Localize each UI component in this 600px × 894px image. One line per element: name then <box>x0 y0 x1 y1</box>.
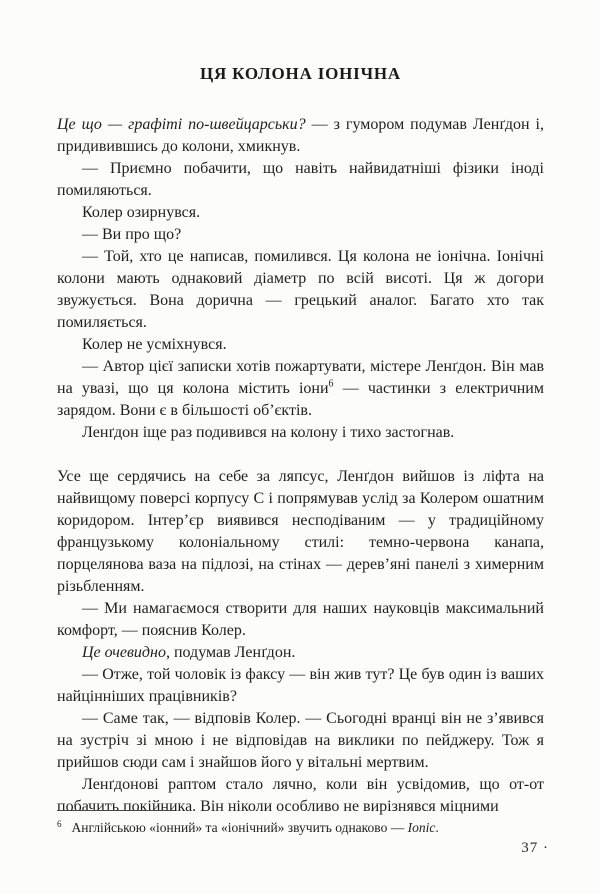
text-segment: Колер озирнувся. <box>82 204 201 221</box>
paragraph <box>57 664 544 708</box>
paragraph <box>57 642 544 664</box>
footnote-ref: 6 <box>328 378 334 390</box>
text-segment: . <box>435 820 439 835</box>
paragraph <box>57 598 544 642</box>
text-segment: — Отже, той чоловік із факсу — він жив тут? Це був один із ваших найцінніших працівників? <box>57 666 544 705</box>
text-segment: Це очевидно, <box>82 644 170 661</box>
footnote-rule <box>57 810 175 811</box>
paragraph <box>57 246 544 334</box>
paragraph <box>57 334 544 356</box>
paragraph <box>57 356 544 422</box>
footnote <box>57 810 544 837</box>
text-segment: — частинки з електричним зарядом. Вони є в більшості об’єктів. <box>57 380 544 419</box>
paragraph <box>57 708 544 774</box>
section-break <box>57 444 544 466</box>
text-segment: — Приємно побачити, що навіть найвидатніші фізики іноді помиляються. <box>57 160 544 199</box>
paragraph <box>57 466 544 598</box>
text-segment: — Автор цієї записки хотів пожартувати, містере Ленґдон. Він мав на увазі, що ця колона містить іони <box>57 358 544 397</box>
paragraph <box>57 114 544 158</box>
text-segment: — Ви про що? <box>82 226 182 243</box>
text-segment: подумав Ленґдон. <box>169 644 296 661</box>
text-segment: Ionic <box>407 820 436 835</box>
text-segment: Усе ще сердячись на себе за ляпсус, Ленґдон вийшов із ліфта на найвищому поверсі корпусу С і попрямував услід за Колером ошатним коридором. Інтер’єр виявився несподіваним — у традиційному французькому колоніальному стилі: темно-червона канапа, порцелянова ваза на підлозі, на стінах — дерев’яні панелі з химерним різьбленням. <box>57 468 544 595</box>
paragraph <box>57 158 544 202</box>
footnote-ref: 6 <box>57 818 62 829</box>
text-segment: — Ми намагаємося створити для наших науковців максимальний комфорт, — пояснив Колер. <box>57 600 544 639</box>
text-segment: Англійською «іонний» та «іонічний» звучить однаково — <box>71 820 408 835</box>
footnote-text <box>57 819 544 837</box>
paragraph <box>57 202 544 224</box>
text-segment: Колер не усміхнувся. <box>82 336 227 353</box>
paragraph <box>57 422 544 444</box>
text-segment: — з гумором подумав Ленґдон і, придивившись до колони, хмикнув. <box>57 116 545 155</box>
text-segment: Це що — графіті по-швейцарськи? <box>57 116 306 133</box>
body-text <box>57 114 544 818</box>
text-segment: Ленґдонові раптом стало лячно, коли він усвідомив, що от-от побачить покійника. Він ніколи особливо не вирізнявся міцними <box>57 776 544 815</box>
page-number: 37 · <box>521 840 549 856</box>
paragraph <box>57 224 544 246</box>
text-segment: — Саме так, — відповів Колер. — Сьогодні вранці він не з’явився на зустріч зі мною і не відповідав на виклики по пейджеру. Тож я прийшов сюди сам і знайшов його у вітальні мертвим. <box>57 710 544 771</box>
chapter-title: ЦЯ КОЛОНА ІОНІЧНА <box>200 64 401 83</box>
text-segment: — Той, хто це написав, помилився. Ця колона не іонічна. Іонічні колони мають однаковий діаметр по всій висоті. Ця ж догори звужується. Вона дорична — грецький аналог. Багато хто так помиляється. <box>57 248 544 331</box>
text-segment: Ленґдон іще раз подивився на колону і тихо застогнав. <box>82 424 455 441</box>
